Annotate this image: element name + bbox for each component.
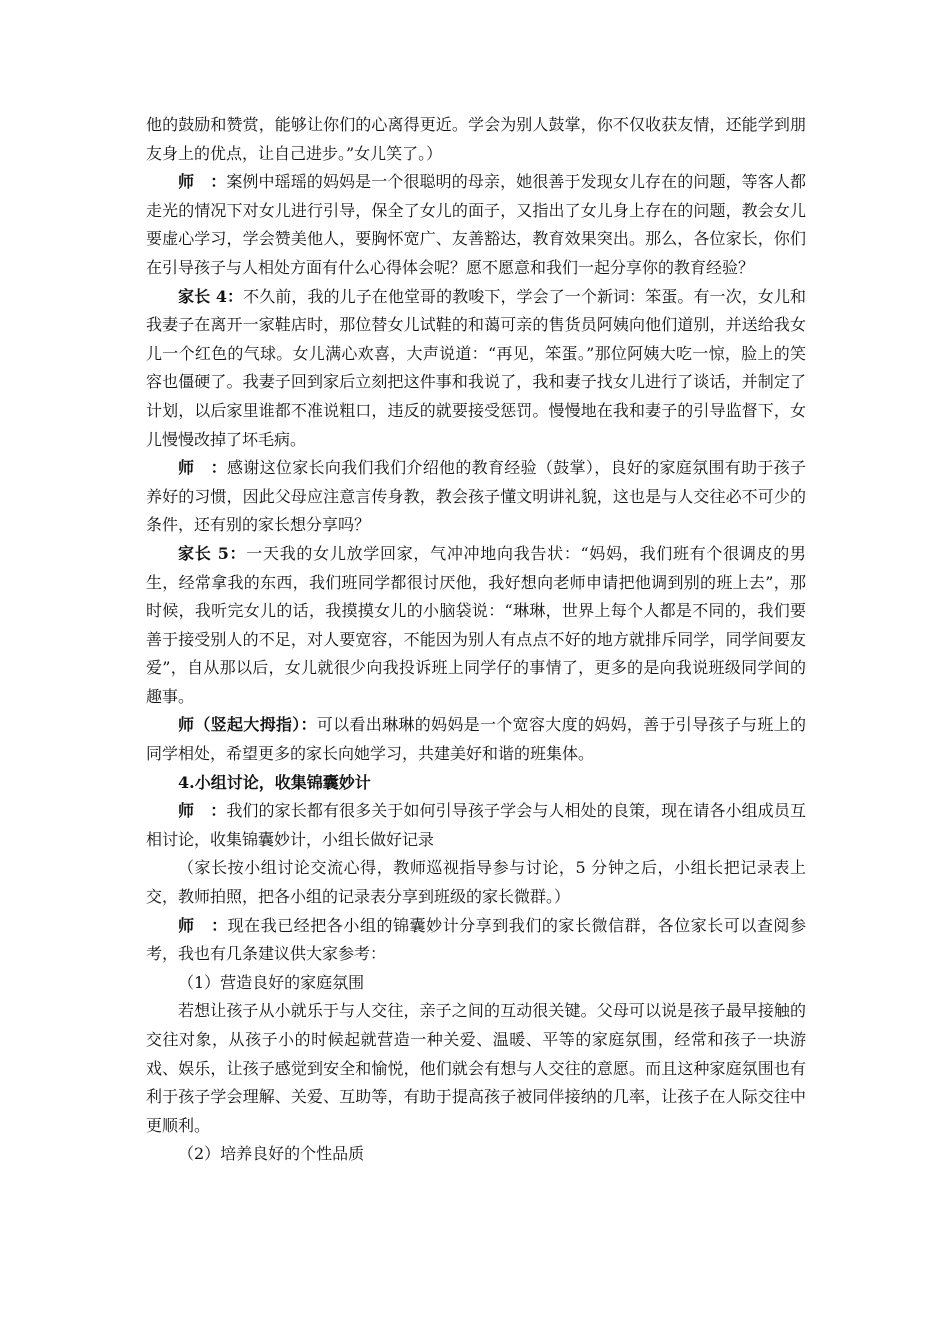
section-heading-text: 4.小组讨论，收集锦囊妙计 (178, 772, 371, 792)
paragraph-parent-5 (146, 540, 806, 712)
paragraph-teacher (146, 454, 806, 540)
subsection-heading-text: （2）培养良好的个性品质 (178, 1144, 365, 1164)
speaker-label: 师（竖起大拇指）： (178, 715, 317, 735)
speaker-label: 师 ： (178, 458, 227, 478)
subsection-heading-text: （1）营造良好的家庭氛围 (178, 972, 365, 992)
subsection-heading (146, 1140, 806, 1169)
paragraph-teacher (146, 168, 806, 282)
paragraph-stage-direction (146, 854, 806, 911)
document-body (146, 111, 806, 1169)
subsection-heading (146, 969, 806, 998)
paragraph-text: 现在我已经把各小组的锦囊妙计分享到我们的家长微信群，各位家长可以查阅参考，我也有几条建议供大家参考： (146, 915, 806, 964)
paragraph-teacher-thumbs-up (146, 711, 806, 768)
paragraph-text: 不久前，我的儿子在他堂哥的教唆下，学会了一个新词：笨蛋。有一次，女儿和我妻子在离开一家鞋店时，那位替女儿试鞋的和蔼可亲的售货员阿姨向他们道别，并送给我女儿一个红色的气球。女儿满心欢喜，大声说道：“再见，笨蛋。”那位阿姨大吃一惊，脸上的笑容也僵硬了。我妻子回到家后立刻把这件事和我说了，我和妻子找女儿进行了谈话，并制定了计划，以后家里谁都不准说粗口，违反的就要接受惩罚。慢慢地在我和妻子的引导监督下，女儿慢慢改掉了坏毛病。 (146, 286, 806, 449)
speaker-label: 家长 4： (178, 286, 244, 306)
paragraph-text: （家长按小组讨论交流心得，教师巡视指导参与讨论，5 分钟之后，小组长把记录表上交，教师拍照，把各小组的记录表分享到班级的家长微群。） (146, 858, 806, 907)
speaker-label: 师 ： (178, 915, 228, 935)
paragraph-parent-4 (146, 283, 806, 455)
speaker-label: 师 ： (178, 172, 227, 192)
paragraph-teacher (146, 912, 806, 969)
speaker-label: 师 ： (178, 801, 227, 821)
paragraph-text: 可以看出琳琳的妈妈是一个宽容大度的妈妈，善于引导孩子与班上的同学相处，希望更多的家长向她学习，共建美好和谐的班集体。 (146, 715, 806, 764)
paragraph-body (146, 997, 806, 1140)
paragraph-text: 若想让孩子从小就乐于与人交往，亲子之间的互动很关键。父母可以说是孩子最早接触的交往对象，从孩子小的时候起就营造一种关爱、温暖、平等的家庭氛围，经常和孩子一块游戏、娱乐，让孩子感觉到安全和愉悦，他们就会有想与人交往的意愿。而且这种家庭氛围也有利于孩子学会理解、关爱、互助等，有助于提高孩子被同伴接纳的几率，让孩子在人际交往中更顺利。 (146, 1001, 806, 1135)
paragraph-continuation (146, 111, 806, 168)
paragraph-text: 案例中瑶瑶的妈妈是一个很聪明的母亲，她很善于发现女儿存在的问题，等客人都走光的情况下对女儿进行引导，保全了女儿的面子，又指出了女儿身上存在的问题，教会女儿要虚心学习，学会赞美他人，要胸怀宽广、友善豁达，教育效果突出。那么，各位家长，你们在引导孩子与人相处方面有什么心得体会呢？愿不愿意和我们一起分享你的教育经验？ (146, 172, 806, 277)
paragraph-teacher (146, 797, 806, 854)
paragraph-text: 他的鼓励和赞赏，能够让你们的心离得更近。学会为别人鼓掌，你不仅收获友情，还能学到朋友身上的优点，让自己进步。”女儿笑了。） (146, 115, 806, 163)
paragraph-text: 一天我的女儿放学回家，气冲冲地向我告状：“妈妈，我们班有个很调皮的男生，经常拿我的东西，我们班同学都很讨厌他，我好想向老师申请把他调到别的班上去”，那时候，我听完女儿的话，我摸摸女儿的小脑袋说：“琳琳，世界上每个人都是不同的，我们要善于接受别人的不足，对人要宽容，不能因为别人有点点不好的地方就排斥同学，同学间要友爱”，自从那以后，女儿就很少向我投诉班上同学仔的事情了，更多的是向我说班级同学间的趣事。 (146, 543, 806, 706)
paragraph-text: 感谢这位家长向我们我们介绍他的教育经验（鼓掌），良好的家庭氛围有助于孩子养好的习惯，因此父母应注意言传身教，教会孩子懂文明讲礼貌，这也是与人交往必不可少的条件，还有别的家长想分享吗？ (146, 458, 806, 535)
speaker-label: 家长 5： (178, 543, 247, 563)
section-heading (146, 769, 806, 798)
paragraph-text: 我们的家长都有很多关于如何引导孩子学会与人相处的良策，现在请各小组成员互相讨论，收集锦囊妙计，小组长做好记录 (146, 801, 806, 849)
